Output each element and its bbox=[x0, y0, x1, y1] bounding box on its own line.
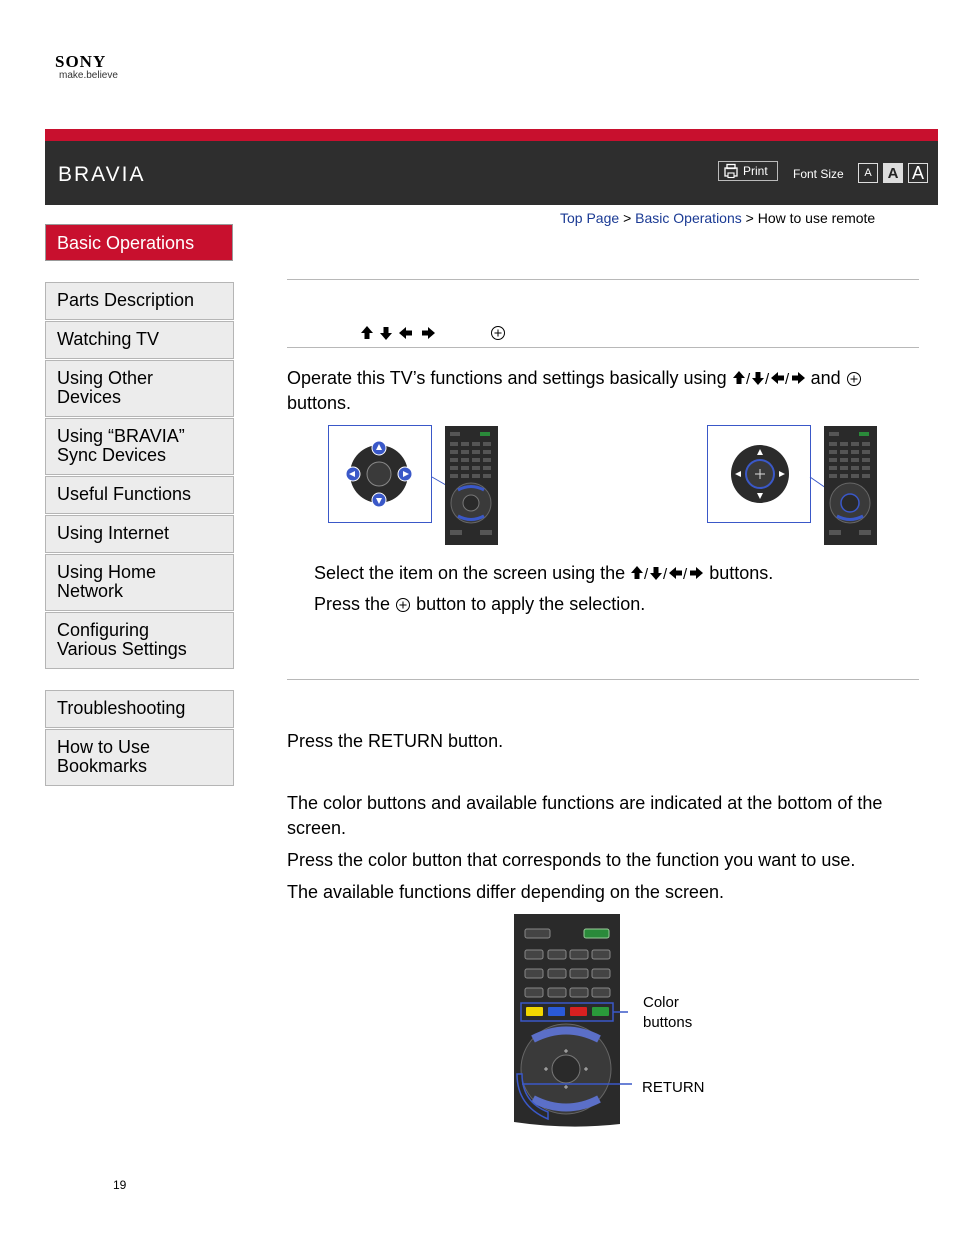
sidebar-item-label: Useful Functions bbox=[57, 484, 192, 504]
sidebar-item-using-other-devices[interactable] bbox=[45, 360, 234, 417]
enter-icon bbox=[846, 371, 862, 387]
step-text: Press the bbox=[314, 594, 391, 614]
sidebar-item-label: Network bbox=[57, 581, 124, 601]
arrow-buttons-icon bbox=[360, 324, 440, 342]
sidebar-item-label: Watching TV bbox=[57, 329, 160, 349]
buttons-callout-label: buttons bbox=[643, 1014, 693, 1031]
svg-text:/: / bbox=[784, 371, 789, 387]
step-text: buttons. bbox=[709, 563, 774, 583]
section-divider bbox=[287, 347, 919, 348]
svg-text:/: / bbox=[764, 371, 769, 387]
print-icon bbox=[723, 163, 739, 179]
sidebar-item-basic-operations[interactable]: Basic Operations bbox=[45, 224, 233, 261]
print-button[interactable] bbox=[718, 161, 778, 181]
sidebar-item-label: Parts Description bbox=[57, 290, 195, 310]
sidebar-item-label: Using Home bbox=[57, 562, 157, 582]
return-text: Press the RETURN button. bbox=[287, 731, 504, 751]
return-callout-label: RETURN bbox=[642, 1079, 705, 1096]
print-label: Print bbox=[743, 164, 768, 178]
enter-icon bbox=[490, 325, 506, 341]
sidebar-item-label: Troubleshooting bbox=[57, 698, 186, 718]
enter-icon bbox=[395, 597, 411, 613]
step-text: Select the item on the screen using the bbox=[314, 563, 626, 583]
color-paragraph-3: The available functions differ depending on the screen. bbox=[287, 882, 724, 902]
intro-text: Operate this TV’s functions and settings basically using bbox=[287, 368, 727, 388]
sidebar-item-label: Devices bbox=[57, 387, 122, 407]
svg-text:/: / bbox=[683, 566, 688, 582]
color-callout-label: Color bbox=[643, 994, 679, 1011]
sidebar-item-label: Using “BRAVIA” bbox=[57, 426, 185, 446]
sidebar-item-label: Using Other bbox=[57, 368, 154, 388]
font-size-label: Font Size bbox=[793, 167, 844, 181]
sidebar-item-label: How to Use bbox=[57, 737, 151, 757]
sidebar-item-parts-description[interactable] bbox=[45, 282, 234, 320]
bravia-logo: BRAVIA bbox=[58, 163, 146, 186]
step-text: button to apply the selection. bbox=[416, 594, 646, 614]
section-divider bbox=[287, 679, 919, 680]
step-2 bbox=[314, 592, 645, 617]
font-size-small-button[interactable]: A bbox=[858, 163, 878, 183]
breadcrumb bbox=[560, 210, 875, 226]
breadcrumb-basic-operations[interactable]: Basic Operations bbox=[635, 210, 742, 226]
sidebar-item-using-internet[interactable] bbox=[45, 515, 234, 553]
breadcrumb-current: How to use remote bbox=[757, 210, 876, 226]
sony-logo: SONY bbox=[55, 52, 107, 71]
breadcrumb-top-page[interactable]: Top Page bbox=[560, 210, 620, 226]
breadcrumb-separator: > bbox=[623, 210, 632, 226]
svg-text:/: / bbox=[663, 566, 668, 582]
svg-text:/: / bbox=[745, 371, 750, 387]
sidebar-item-watching-tv[interactable] bbox=[45, 321, 234, 359]
svg-text:/: / bbox=[644, 566, 649, 582]
color-paragraph-2: Press the color button that corresponds to the function you want to use. bbox=[287, 850, 856, 870]
sidebar-item-configuring-various-settings[interactable] bbox=[45, 612, 234, 669]
sony-tagline: make.believe bbox=[59, 70, 118, 81]
remote-illustration-enter bbox=[707, 425, 879, 547]
sidebar-item-using-home-network[interactable] bbox=[45, 554, 234, 611]
sidebar-item-label: Configuring bbox=[57, 620, 150, 640]
section-divider bbox=[287, 279, 919, 280]
intro-line-1 bbox=[287, 366, 862, 391]
sidebar-item-useful-functions[interactable] bbox=[45, 476, 234, 514]
color-paragraph-1: The color buttons and available functions are indicated at the bottom of the screen. bbox=[287, 793, 883, 838]
page-number: 19 bbox=[113, 1178, 127, 1192]
arrow-buttons-icon bbox=[630, 564, 704, 582]
sidebar-item-label: Sync Devices bbox=[57, 445, 167, 465]
sidebar-item-troubleshooting[interactable] bbox=[45, 690, 234, 728]
header-red-bar bbox=[45, 129, 938, 141]
breadcrumb-separator: > bbox=[745, 210, 754, 226]
sidebar-item-bravia-sync-devices[interactable] bbox=[45, 418, 234, 475]
sidebar-item-how-to-use-bookmarks[interactable] bbox=[45, 729, 234, 786]
font-size-large-button[interactable]: A bbox=[908, 163, 928, 183]
sidebar-item-label: Various Settings bbox=[57, 639, 187, 659]
remote-illustration-select bbox=[328, 425, 500, 547]
font-size-medium-button[interactable]: A bbox=[883, 163, 903, 183]
intro-line-2: buttons. bbox=[287, 393, 352, 413]
sidebar-item-label: Bookmarks bbox=[57, 756, 148, 776]
intro-text: and bbox=[810, 368, 841, 388]
step-1 bbox=[314, 561, 773, 586]
sidebar-item-label: Using Internet bbox=[57, 523, 170, 543]
arrow-buttons-icon bbox=[732, 369, 806, 387]
